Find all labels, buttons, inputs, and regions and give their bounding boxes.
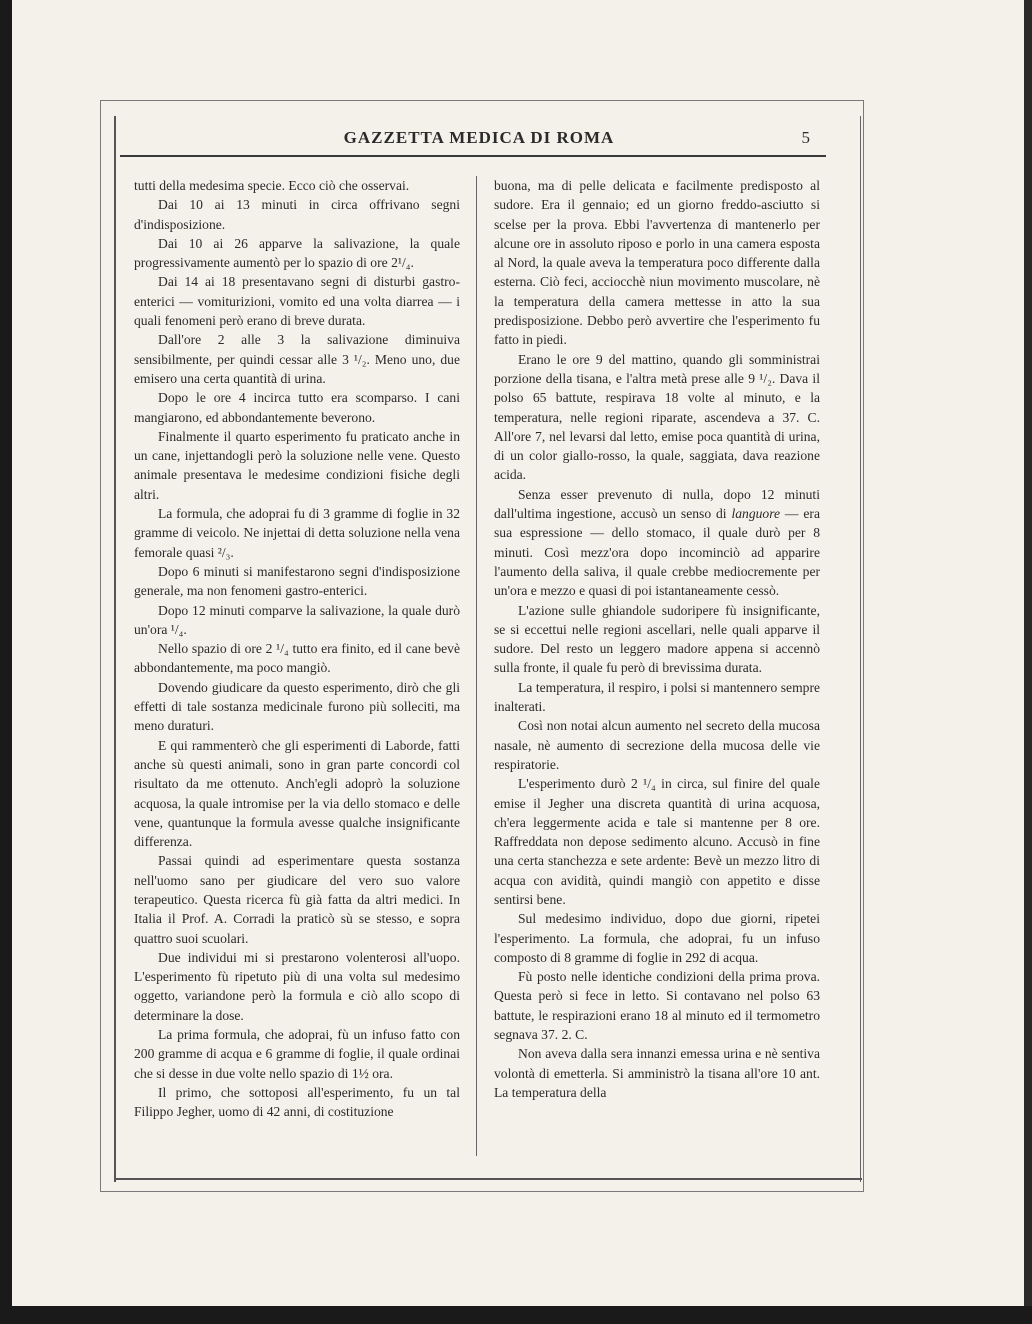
paragraph: E qui rammenterò che gli esperimenti di Laborde, fatti anche sù questi animali, sono in gran parte concordi col risultato da me ottenuto. Anch'egli adoprò la soluzione acquosa, la quale intromise per la via dello stomaco e delle vene, quantunque la formula avesse qualche insignificante differenza.	[134, 737, 460, 850]
paragraph: Fù posto nelle identiche condizioni della prima prova. Questa però si fece in letto. Si contavano nel polso 63 battute, le respirazioni erano 18 al minuto ed il termometro segnava 37. 2. C.	[494, 969, 820, 1043]
paragraph: Finalmente il quarto esperimento fu praticato anche in un cane, injettandogli però la soluzione nelle vene. Questo animale presentava le medesime condizioni fisiche degli altri.	[134, 428, 460, 502]
paragraph: La temperatura, il respiro, i polsi si mantennero sempre inalterati.	[494, 679, 820, 715]
paragraph: Dopo 12 minuti comparve la salivazione, la quale durò un'ora ¹/₄.	[134, 602, 460, 637]
paragraph: La prima formula, che adoprai, fù un infuso fatto con 200 gramme di acqua e 6 gramme di foglie, il quale ordinai che si desse in due volte nello spazio di 1½ ora.	[134, 1027, 460, 1081]
paragraph: Dai 10 ai 13 minuti in circa offrivano segni d'indisposizione.	[134, 197, 460, 232]
paragraph: Non aveva dalla sera innanzi emessa urina e nè sentiva volontà di emetterla. Si amministrò la tisana all'ore 10 ant. La temperatura della	[494, 1046, 820, 1100]
paragraph: Passai quindi ad esperimentare questa sostanza nell'uomo sano per giudicare del vero suo valore terapeutico. Questa ricerca fù già fatta da altri medici. In Italia il Prof. A. Corradi la praticò sù se stesso, e sopra quattro suoi scuolari.	[134, 853, 460, 946]
scan-border-left	[0, 0, 12, 1324]
paragraph: Così non notai alcun aumento nel secreto della mucosa nasale, nè aumento di secrezione della mucosa delle vie respiratorie.	[494, 718, 820, 772]
header-rule	[120, 155, 826, 157]
scan-border-bottom	[0, 1306, 1032, 1324]
frame-bottom-rule	[114, 1178, 862, 1180]
paragraph: Nello spazio di ore 2 ¹/₄ tutto era finito, ed il cane bevè abbondantemente, ma poco mangiò.	[134, 641, 460, 676]
column-divider	[476, 176, 477, 1156]
paragraph: Due individui mi si prestarono volenterosi all'uopo. L'esperimento fù ripetuto più di una volta sul medesimo oggetto, variandone però la formula e ciò allo scopo di determinare la dose.	[134, 949, 460, 1023]
paragraph: L'azione sulle ghiandole sudoripere fù insignificante, se si eccettui nelle regioni ascellari, nelle quali apparve il sudore. Del resto un leggero madore appena si accennò sulla fronte, il quale fu però di brevissima durata.	[494, 602, 820, 676]
page-number: 5	[801, 128, 810, 147]
paragraph-text: Senza esser prevenuto di nulla, dopo 12 minuti dall'ultima ingestione, accusò un senso di	[494, 486, 820, 522]
paragraph-text: — era sua espressione — dello stomaco, il quale durò per 8 minuti. Così mezz'ora dopo incominciò ad apparire l'aumento della saliva, il quale crebbe mediocremente per un'ora e mezzo e quasi di poi istantaneamente cessò.	[494, 506, 820, 599]
paragraph: Erano le ore 9 del mattino, quando gli somministrai porzione della tisana, e l'altra metà prese alle 9 ¹/₂. Dava il polso 65 battute, respirava 18 volte al minuto, e la temperatura, nelle regioni riparate, ascendeva a 37. C. All'ore 7, nel levarsi dal letto, emise poca quantità di urina, di un color giallo-rosso, la quale, saggiata, dava reazione acida.	[494, 351, 820, 483]
italic-term: languore	[731, 506, 781, 522]
paragraph: Il primo, che sottoposi all'esperimento, fu un tal Filippo Jegher, uomo di 42 anni, di costituzione	[134, 1084, 460, 1120]
paragraph: buona, ma di pelle delicata e facilmente predisposto al sudore. Era il gennaio; ed un giorno freddo-asciutto si scelse per la prova. Ebbi l'avvertenza di mantenerlo per alcune ore in assoluto riposo e porlo in una camera esposta al Nord, la quale aveva la temperatura poco differente dalla esterna. Ciò feci, acciocchè niun movimento muscolare, nè la temperatura della camera mettesse in atto la sua predisposizione. Debbo però avvertire che l'esperimento fu fatto in piedi.	[494, 178, 820, 348]
paragraph: Dopo 6 minuti si manifestarono segni d'indisposizione generale, ma non fenomeni gastro-enterici.	[134, 563, 460, 599]
right-column	[494, 176, 820, 1166]
paragraph: Dai 10 ai 26 apparve la salivazione, la quale progressivamente aumentò per lo spazio di ore 2¹/₄.	[134, 235, 460, 271]
paragraph: Dovendo giudicare da questo esperimento, dirò che gli effetti di tale sostanza medicinale furono più solleciti, ma meno duraturi.	[134, 679, 460, 734]
paragraph: tutti della medesima specie. Ecco ciò che osservai.	[134, 178, 410, 193]
paragraph: Dopo le ore 4 incirca tutto era scomparso. I cani mangiarono, ed abbondantemente beverono.	[134, 390, 460, 425]
paragraph: La formula, che adoprai fu di 3 gramme di foglie in 32 gramme di veicolo. Ne injettai di detta soluzione nella vena femorale quasi ²/₃.	[134, 506, 460, 560]
paragraph	[494, 485, 820, 601]
paragraph: Dai 14 ai 18 presentavano segni di disturbi gastro-enterici — vomiturizioni, vomito ed una volta diarrea — i quali fenomeni però erano di breve durata.	[134, 274, 460, 329]
left-column	[134, 176, 460, 1166]
running-head	[134, 126, 824, 156]
paragraph: Dall'ore 2 alle 3 la salivazione diminuiva sensibilmente, per quindi cessar alle 3 ¹/₂. Meno uno, due emisero una certa quantità di urina.	[134, 332, 460, 386]
journal-title: GAZZETTA MEDICA DI ROMA	[343, 128, 615, 147]
scan-border-right	[1024, 0, 1032, 1324]
paragraph: L'esperimento durò 2 ¹/₄ in circa, sul finire del quale emise il Jegher una discreta quantità di urina acquosa, ch'era leggermente acida e tale si mantenne per 8 ore. Raffreddata non depose sedimento alcuno. Accusò in fine una certa stanchezza e sete ardente: Bevè un mezzo litro di acqua con avidità, quindi mangiò con appetito e disse sentirsi bene.	[494, 776, 820, 907]
paragraph: Sul medesimo individuo, dopo due giorni, ripetei l'esperimento. La formula, che adoprai, fu un infuso composto di 8 gramme di foglie in 292 di acqua.	[494, 911, 820, 965]
